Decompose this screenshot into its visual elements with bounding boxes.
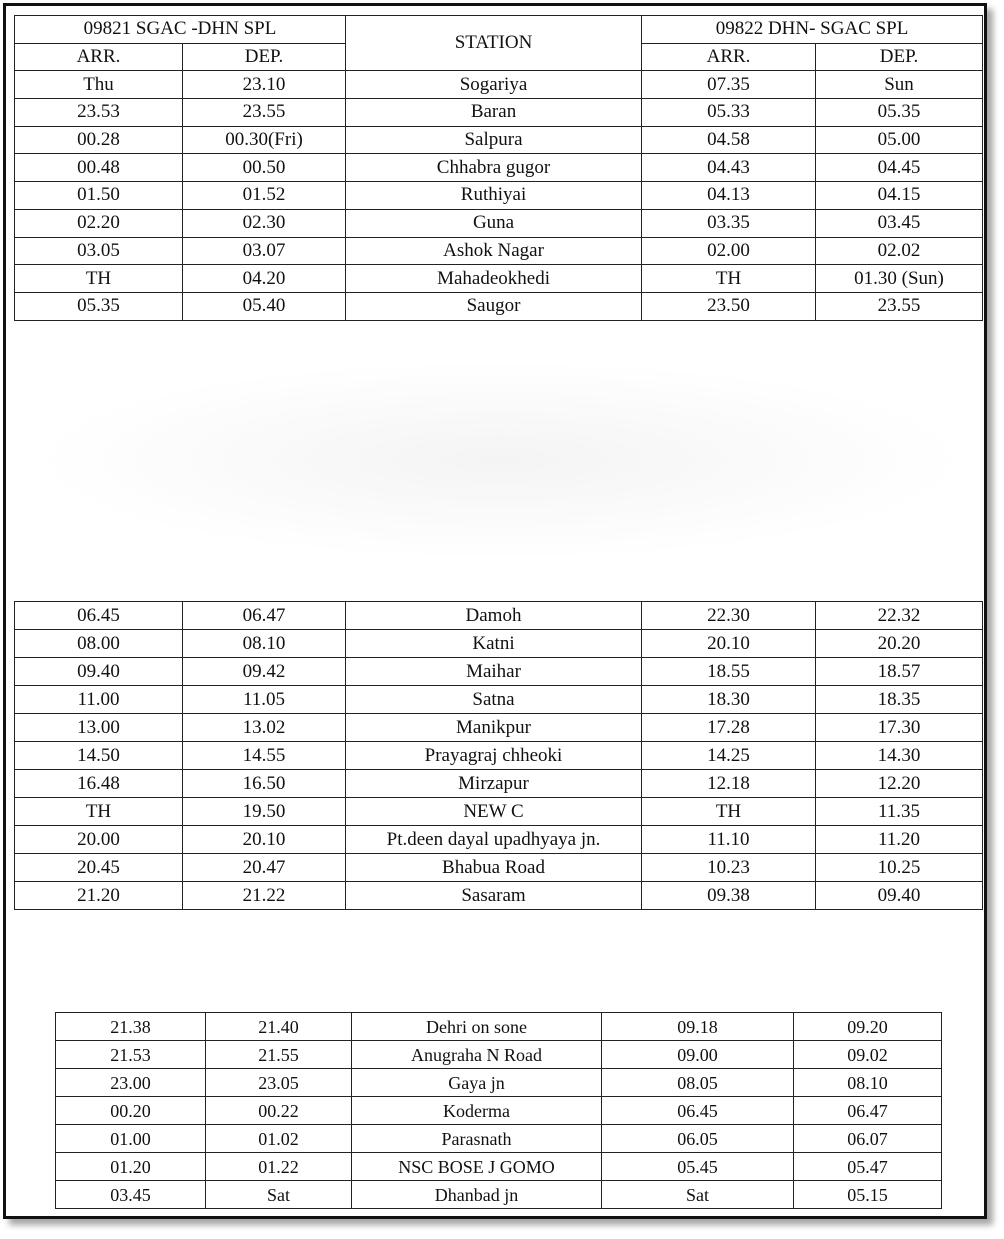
up-dep-cell: Sat — [206, 1181, 352, 1209]
table-row — [15, 686, 983, 714]
station-cell: Parasnath — [352, 1125, 602, 1153]
station-cell: Damoh — [346, 602, 642, 630]
down-dep-cell: 08.10 — [794, 1069, 942, 1097]
down-dep-cell: 04.45 — [816, 154, 983, 182]
table-row — [15, 630, 983, 658]
table-row — [15, 798, 983, 826]
train-up-header: 09821 SGAC -DHN SPL — [15, 16, 346, 44]
down-arr-cell: 07.35 — [642, 71, 816, 99]
table-row — [15, 182, 983, 210]
up-dep-cell: 13.02 — [183, 714, 346, 742]
table-row — [15, 265, 983, 293]
up-arr-cell: 05.35 — [15, 292, 183, 320]
up-dep-cell: 21.22 — [183, 882, 346, 910]
up-arr-cell: 21.20 — [15, 882, 183, 910]
up-arr-cell: 08.00 — [15, 630, 183, 658]
up-arr-cell: TH — [15, 798, 183, 826]
table-row — [15, 209, 983, 237]
up-dep-header: DEP. — [183, 43, 346, 71]
table-row — [15, 882, 983, 910]
up-arr-cell: 01.20 — [56, 1153, 206, 1181]
up-dep-cell: 02.30 — [183, 209, 346, 237]
down-dep-cell: 20.20 — [816, 630, 983, 658]
down-dep-cell: 05.47 — [794, 1153, 942, 1181]
station-cell: Anugraha N Road — [352, 1041, 602, 1069]
down-arr-cell: 08.05 — [602, 1069, 794, 1097]
table-row — [15, 854, 983, 882]
table-row — [56, 1125, 942, 1153]
up-dep-cell: 19.50 — [183, 798, 346, 826]
station-cell: Guna — [346, 209, 642, 237]
up-arr-cell: 00.20 — [56, 1097, 206, 1125]
down-arr-cell: 02.00 — [642, 237, 816, 265]
down-arr-cell: 23.50 — [642, 292, 816, 320]
station-cell: Saugor — [346, 292, 642, 320]
station-cell: NEW C — [346, 798, 642, 826]
station-cell: Katni — [346, 630, 642, 658]
up-arr-cell: 01.00 — [56, 1125, 206, 1153]
table-row — [15, 658, 983, 686]
down-dep-cell: 04.15 — [816, 182, 983, 210]
up-arr-cell: 00.28 — [15, 126, 183, 154]
down-arr-cell: 22.30 — [642, 602, 816, 630]
table-row — [15, 126, 983, 154]
down-arr-cell: 18.30 — [642, 686, 816, 714]
up-arr-cell: 06.45 — [15, 602, 183, 630]
station-cell: Mirzapur — [346, 770, 642, 798]
up-arr-header: ARR. — [15, 43, 183, 71]
up-dep-cell: 01.02 — [206, 1125, 352, 1153]
station-cell: Bhabua Road — [346, 854, 642, 882]
up-arr-cell: 21.53 — [56, 1041, 206, 1069]
down-arr-cell: Sat — [602, 1181, 794, 1209]
down-arr-cell: 06.45 — [602, 1097, 794, 1125]
down-dep-cell: 12.20 — [816, 770, 983, 798]
up-dep-cell: 21.40 — [206, 1013, 352, 1041]
up-dep-cell: 23.05 — [206, 1069, 352, 1097]
up-arr-cell: 20.00 — [15, 826, 183, 854]
table-row — [15, 237, 983, 265]
up-arr-cell: 23.00 — [56, 1069, 206, 1097]
up-arr-cell: 21.38 — [56, 1013, 206, 1041]
station-cell: Pt.deen dayal upadhyaya jn. — [346, 826, 642, 854]
up-arr-cell: 16.48 — [15, 770, 183, 798]
up-dep-cell: 04.20 — [183, 265, 346, 293]
up-arr-cell: 03.45 — [56, 1181, 206, 1209]
down-arr-cell: 04.43 — [642, 154, 816, 182]
down-dep-cell: 18.57 — [816, 658, 983, 686]
table-row — [56, 1069, 942, 1097]
station-cell: Prayagraj chheoki — [346, 742, 642, 770]
station-cell: Sogariya — [346, 71, 642, 99]
up-arr-cell: 02.20 — [15, 209, 183, 237]
down-arr-cell: 06.05 — [602, 1125, 794, 1153]
table-row — [56, 1097, 942, 1125]
down-arr-cell: 14.25 — [642, 742, 816, 770]
up-dep-cell: 03.07 — [183, 237, 346, 265]
up-dep-cell: 00.30(Fri) — [183, 126, 346, 154]
station-cell: Satna — [346, 686, 642, 714]
down-dep-cell: 18.35 — [816, 686, 983, 714]
down-dep-cell: 11.20 — [816, 826, 983, 854]
up-dep-cell: 08.10 — [183, 630, 346, 658]
table-row — [56, 1013, 942, 1041]
down-arr-cell: 09.18 — [602, 1013, 794, 1041]
up-dep-cell: 20.10 — [183, 826, 346, 854]
station-cell: Dehri on sone — [352, 1013, 602, 1041]
down-dep-cell: 09.40 — [816, 882, 983, 910]
up-arr-cell: 01.50 — [15, 182, 183, 210]
timetable-section-1 — [14, 15, 983, 321]
down-arr-cell: 10.23 — [642, 854, 816, 882]
up-arr-cell: 11.00 — [15, 686, 183, 714]
down-arr-cell: TH — [642, 798, 816, 826]
station-cell: Koderma — [352, 1097, 602, 1125]
timetable-section-2 — [14, 601, 983, 910]
down-dep-cell: 06.07 — [794, 1125, 942, 1153]
up-dep-cell: 06.47 — [183, 602, 346, 630]
up-dep-cell: 14.55 — [183, 742, 346, 770]
up-dep-cell: 00.50 — [183, 154, 346, 182]
station-cell: Ashok Nagar — [346, 237, 642, 265]
down-dep-cell: 01.30 (Sun) — [816, 265, 983, 293]
down-arr-cell: 04.13 — [642, 182, 816, 210]
up-dep-cell: 16.50 — [183, 770, 346, 798]
down-dep-cell: 23.55 — [816, 292, 983, 320]
station-cell: Dhanbad jn — [352, 1181, 602, 1209]
table-row — [15, 742, 983, 770]
up-arr-cell: 09.40 — [15, 658, 183, 686]
down-dep-cell: 03.45 — [816, 209, 983, 237]
down-arr-cell: 05.33 — [642, 99, 816, 127]
station-cell: Salpura — [346, 126, 642, 154]
down-dep-cell: 05.35 — [816, 99, 983, 127]
table-row — [15, 826, 983, 854]
down-dep-cell: 10.25 — [816, 854, 983, 882]
up-dep-cell: 05.40 — [183, 292, 346, 320]
up-dep-cell: 23.10 — [183, 71, 346, 99]
up-dep-cell: 21.55 — [206, 1041, 352, 1069]
table-row — [15, 154, 983, 182]
down-arr-cell: 09.00 — [602, 1041, 794, 1069]
down-dep-cell: Sun — [816, 71, 983, 99]
up-arr-cell: 13.00 — [15, 714, 183, 742]
down-arr-cell: 05.45 — [602, 1153, 794, 1181]
timetable-section-3 — [55, 1012, 942, 1209]
down-dep-cell: 09.02 — [794, 1041, 942, 1069]
down-dep-cell: 05.00 — [816, 126, 983, 154]
down-dep-cell: 14.30 — [816, 742, 983, 770]
down-dep-cell: 06.47 — [794, 1097, 942, 1125]
up-arr-cell: 03.05 — [15, 237, 183, 265]
table-row — [15, 714, 983, 742]
station-cell: Baran — [346, 99, 642, 127]
station-cell: NSC BOSE J GOMO — [352, 1153, 602, 1181]
up-arr-cell: 23.53 — [15, 99, 183, 127]
up-dep-cell: 00.22 — [206, 1097, 352, 1125]
up-dep-cell: 20.47 — [183, 854, 346, 882]
up-arr-cell: Thu — [15, 71, 183, 99]
down-dep-cell: 09.20 — [794, 1013, 942, 1041]
down-arr-cell: 18.55 — [642, 658, 816, 686]
station-cell: Manikpur — [346, 714, 642, 742]
up-dep-cell: 23.55 — [183, 99, 346, 127]
table-row — [15, 770, 983, 798]
down-dep-cell: 17.30 — [816, 714, 983, 742]
table-row — [15, 292, 983, 320]
down-arr-cell: 04.58 — [642, 126, 816, 154]
station-cell: Chhabra gugor — [346, 154, 642, 182]
up-arr-cell: 14.50 — [15, 742, 183, 770]
down-arr-cell: 09.38 — [642, 882, 816, 910]
down-arr-cell: 20.10 — [642, 630, 816, 658]
station-cell: Mahadeokhedi — [346, 265, 642, 293]
down-dep-cell: 22.32 — [816, 602, 983, 630]
down-dep-cell: 05.15 — [794, 1181, 942, 1209]
table-row — [56, 1181, 942, 1209]
up-dep-cell: 01.22 — [206, 1153, 352, 1181]
blank-gap — [30, 360, 970, 560]
up-dep-cell: 09.42 — [183, 658, 346, 686]
station-cell: Maihar — [346, 658, 642, 686]
up-arr-cell: TH — [15, 265, 183, 293]
down-dep-cell: 02.02 — [816, 237, 983, 265]
table-row — [15, 71, 983, 99]
table-row — [56, 1041, 942, 1069]
down-arr-header: ARR. — [642, 43, 816, 71]
down-arr-cell: 12.18 — [642, 770, 816, 798]
down-arr-cell: 17.28 — [642, 714, 816, 742]
down-arr-cell: TH — [642, 265, 816, 293]
table-row — [56, 1153, 942, 1181]
train-down-header: 09822 DHN- SGAC SPL — [642, 16, 983, 44]
up-dep-cell: 01.52 — [183, 182, 346, 210]
up-arr-cell: 20.45 — [15, 854, 183, 882]
down-arr-cell: 03.35 — [642, 209, 816, 237]
down-dep-cell: 11.35 — [816, 798, 983, 826]
header-row-train — [15, 16, 983, 44]
up-dep-cell: 11.05 — [183, 686, 346, 714]
station-cell: Sasaram — [346, 882, 642, 910]
up-arr-cell: 00.48 — [15, 154, 183, 182]
station-header: STATION — [346, 16, 642, 71]
table-row — [15, 99, 983, 127]
down-dep-header: DEP. — [816, 43, 983, 71]
station-cell: Ruthiyai — [346, 182, 642, 210]
table-row — [15, 602, 983, 630]
station-cell: Gaya jn — [352, 1069, 602, 1097]
down-arr-cell: 11.10 — [642, 826, 816, 854]
